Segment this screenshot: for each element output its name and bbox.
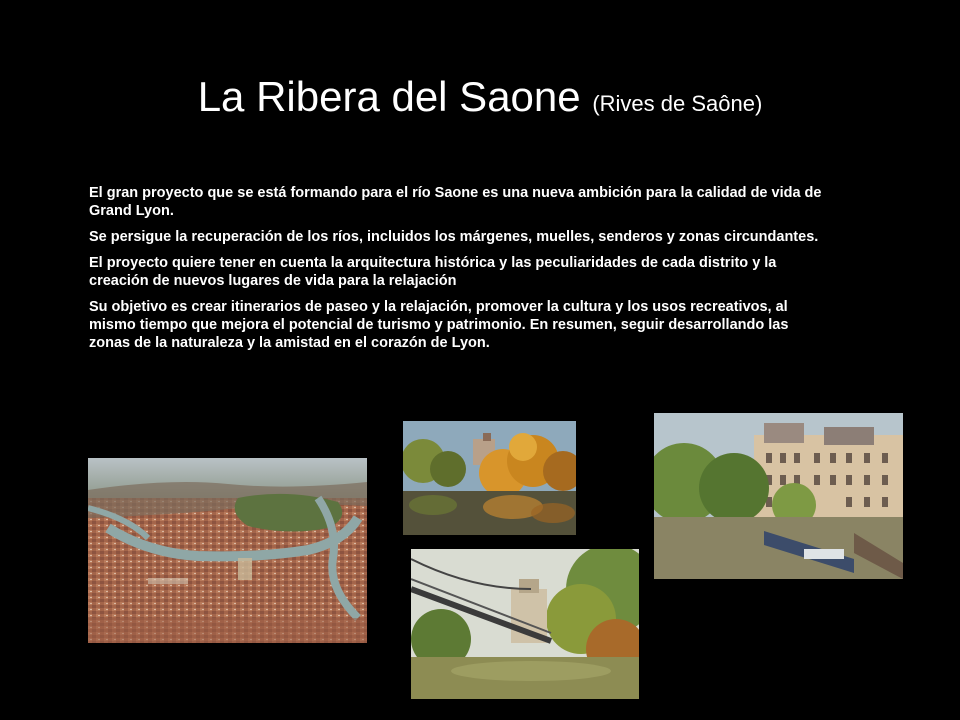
aerial-city-photo xyxy=(88,458,367,643)
autumn-riverbank-photo xyxy=(403,421,576,535)
slide-title xyxy=(0,72,960,129)
paragraph-2: Se persigue la recuperación de los ríos, incluidos los márgenes, muelles, senderos y zonas circundantes. xyxy=(89,229,819,245)
paragraph-4: Su objetivo es crear itinerarios de paseo y la relajación, promover la cultura y los usos recreativos, al mismo tiempo que mejora el potencial de turismo y patrimonio. En resumen, seguir desarrollando las zonas de la naturaleza y la amistad en el corazón de Lyon. xyxy=(89,299,789,351)
paragraph-1: El gran proyecto que se está formando para el río Saone es una nueva ambición para la calidad de vida de Grand Lyon. xyxy=(89,185,822,219)
paragraph-3: El proyecto quiere tener en cuenta la arquitectura histórica y las peculiaridades de cada distrito y la creación de nuevos lugares de vida para la relajación xyxy=(89,255,777,289)
title-subtitle: (Rives de Saône) xyxy=(592,91,763,116)
river-quay-photo xyxy=(654,413,903,579)
footbridge-photo xyxy=(411,549,639,699)
title-main: La Ribera del Saone xyxy=(197,73,581,120)
slide-body xyxy=(89,184,829,360)
